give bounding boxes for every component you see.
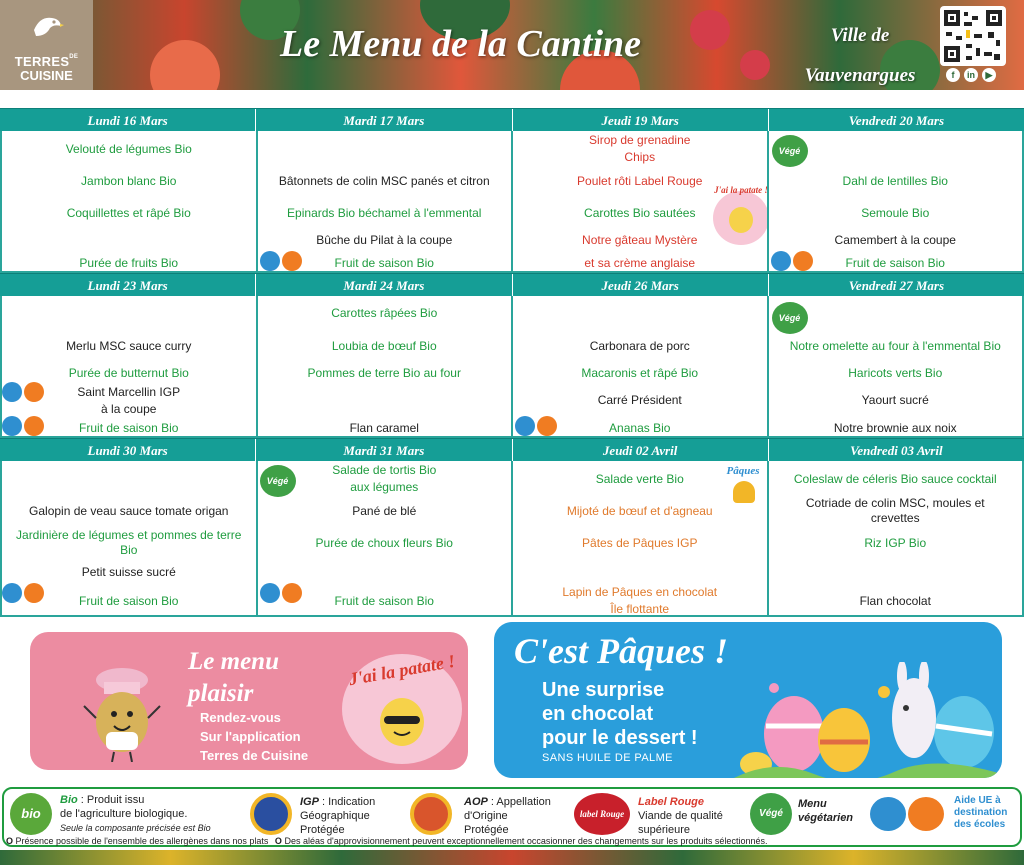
legend-igp-title: IGP — [300, 796, 319, 808]
legend-igp-line1: : Indication — [318, 796, 376, 808]
menu-item: Bûche du Pilat à la coupe — [316, 233, 453, 247]
legend-aop-line2: d'Origine — [464, 810, 508, 822]
aop-logo-icon — [410, 793, 452, 835]
day-header: Jeudi 02 Avril — [512, 439, 768, 461]
menu-item: Purée de choux fleurs Bio — [315, 536, 453, 550]
day-header: Vendredi 03 Avril — [768, 439, 1024, 461]
promo-plaisir-heading-line1: Le menu — [188, 648, 279, 675]
day-menu-cell — [767, 296, 1024, 438]
menu-item: Coquillettes et râpé Bio — [66, 206, 191, 220]
promo-paques-subtitle — [542, 678, 698, 750]
legend-lr-line1: Viande de qualité — [638, 810, 723, 822]
footer-banner — [0, 850, 1024, 865]
menu-item: Notre gâteau Mystère — [582, 233, 698, 247]
town-line1: Ville de — [830, 25, 890, 46]
menu-item: Saint Marcellin IGP — [77, 385, 181, 399]
facebook-icon[interactable]: f — [946, 68, 960, 82]
day-menu-cell — [0, 131, 256, 273]
logo-line1: TERRES — [14, 54, 70, 69]
legend-bio-line1: : Produit issu — [77, 794, 145, 806]
menu-item: Île flottante — [610, 602, 670, 616]
menu-item: Coleslaw de céleris Bio sauce cocktail — [793, 472, 997, 486]
day-header: Lundi 23 Mars — [87, 278, 168, 293]
day-menu-cell — [256, 131, 512, 273]
promo-paques-sub-line3: pour le dessert ! — [542, 727, 698, 749]
day-menu-cell — [0, 461, 256, 617]
menu-item: Fruit de saison Bio — [334, 594, 434, 608]
legend-lr-line2: supérieure — [638, 824, 690, 836]
menu-item: Fruit de saison Bio — [334, 256, 434, 270]
legend-igp-line2: Géographique — [300, 810, 370, 822]
legend-vege-line2: végétarien — [798, 812, 854, 824]
eu-school-aid-icon — [2, 583, 46, 603]
menu-item: Pâtes de Pâques IGP — [582, 536, 698, 550]
patate-badge-icon — [713, 185, 769, 245]
menu-item: Fruit de saison Bio — [845, 256, 945, 270]
day-header: Jeudi 19 Mars — [512, 109, 768, 131]
day-menu-cell — [0, 296, 256, 438]
menu-item: Mijoté de bœuf et d'agneau — [566, 504, 713, 518]
promo-paques-footnote: SANS HUILE DE PALME — [542, 752, 673, 764]
menu-item: Carbonara de porc — [589, 339, 690, 353]
school-fruit-logo-icon — [908, 797, 944, 831]
promo-paques-sub-line2: en chocolat — [542, 703, 654, 725]
menu-item: Carottes Bio sautées — [584, 206, 696, 220]
menu-item: Purée de fruits Bio — [79, 256, 179, 270]
day-header: Lundi 30 Mars — [87, 443, 168, 458]
menu-item: Pommes de terre Bio au four — [307, 366, 461, 380]
week1-day-headers — [0, 108, 1024, 131]
igp-logo-icon — [250, 793, 292, 835]
menu-item: Cotriade de colin MSC, moules et crevettes — [805, 496, 985, 525]
town-name — [790, 16, 930, 90]
menu-item: Bâtonnets de colin MSC panés et citron — [278, 174, 490, 188]
youtube-icon[interactable]: ▶ — [982, 68, 996, 82]
week3-menu-row — [0, 461, 1024, 617]
eu-school-aid-icon — [260, 251, 304, 271]
menu-item: Fruit de saison Bio — [79, 421, 179, 435]
linkedin-icon[interactable]: in — [964, 68, 978, 82]
qr-code[interactable] — [940, 6, 1006, 66]
promo-plaisir-heading-line2: plaisir — [188, 680, 254, 707]
menu-item: Salade de tortis Bio — [332, 463, 437, 477]
logo-line2: CUISINE — [20, 68, 73, 83]
legend-igp — [300, 795, 375, 837]
day-menu-cell — [767, 131, 1024, 273]
menu-item: Petit suisse sucré — [81, 565, 176, 579]
day-menu-cell — [511, 461, 767, 617]
menu-item: Haricots verts Bio — [848, 366, 943, 380]
legend-vege-line1: Menu — [798, 798, 827, 810]
legend-igp-line3: Protégée — [300, 824, 345, 836]
supply-note-text: Des aléas d'approvisionnement peuvent exceptionnellement occasionner des changements sur les produits sélectionnés. — [284, 836, 768, 846]
menu-item: Velouté de légumes Bio — [65, 142, 192, 156]
menu-item: Poulet rôti Label Rouge — [577, 174, 703, 188]
day-header: Mardi 31 Mars — [255, 439, 511, 461]
day-header: Jeudi 26 Mars — [512, 274, 768, 296]
day-menu-cell — [256, 461, 512, 617]
menu-item: Jambon blanc Bio — [81, 174, 177, 188]
eu-school-aid-icon — [2, 382, 46, 402]
eu-school-aid-icon — [515, 416, 559, 436]
menu-item: Dahl de lentilles Bio — [842, 174, 948, 188]
menu-item: Chips — [624, 150, 656, 164]
label-rouge-logo-icon: label Rouge — [574, 793, 630, 835]
legend-lr-title: Label Rouge — [638, 796, 705, 808]
menu-item: Macaronis et râpé Bio — [581, 366, 699, 380]
promo-plaisir-heading — [188, 646, 279, 710]
week2-day-headers — [0, 273, 1024, 296]
jai-la-patate-badge — [342, 650, 462, 764]
menu-item: Jardinière de légumes et pommes de terre Bio — [16, 528, 242, 557]
menu-item: aux légumes — [350, 480, 419, 494]
day-header: Lundi 16 Mars — [87, 113, 168, 128]
menu-item: Notre omelette au four à l'emmental Bio — [789, 339, 1001, 353]
menu-item: Salade verte Bio — [595, 472, 684, 486]
logo-de: DE — [69, 54, 79, 60]
promo-plaisir-sub-line2: Sur l'application — [200, 729, 301, 744]
legend-aop-title: AOP — [464, 796, 488, 808]
menu-item: Carré Président — [597, 393, 682, 407]
legend-label-rouge — [638, 795, 723, 837]
paques-badge-label: Pâques — [726, 465, 760, 477]
menu-item: Camembert à la coupe — [834, 233, 956, 247]
jai-la-patate-text: J'ai la patate ! — [347, 650, 457, 690]
menu-item: Merlu MSC sauce curry — [66, 339, 192, 353]
potato-chef-icon — [82, 666, 162, 762]
day-menu-cell — [256, 296, 512, 438]
menu-item: Carottes râpées Bio — [331, 306, 438, 320]
day-header: Mardi 24 Mars — [255, 274, 511, 296]
legend-aop-line1: : Appellation — [487, 796, 551, 808]
bird-icon — [30, 10, 64, 44]
menu-item: Riz IGP Bio — [864, 536, 927, 550]
promo-plaisir-sub-line3: Terres de Cuisine — [200, 748, 309, 763]
menu-item: Lapin de Pâques en chocolat — [562, 585, 718, 599]
promo-menu-plaisir[interactable] — [30, 632, 468, 770]
menu-item: Semoule Bio — [861, 206, 930, 220]
menu-item: Sirop de grenadine — [589, 133, 691, 147]
menu-item: Fruit de saison Bio — [79, 594, 179, 608]
vegetarian-logo-icon: Végé — [750, 793, 792, 835]
vegetarian-icon: Végé — [772, 135, 808, 167]
menu-item: Flan chocolat — [859, 594, 931, 608]
promo-paques-heading: C'est Pâques ! — [514, 631, 729, 671]
vegetarian-icon: Végé — [260, 465, 296, 497]
eu-school-aid-icon — [260, 583, 304, 603]
easter-eggs-icon — [734, 662, 1002, 778]
legend-bio — [60, 793, 211, 835]
promo-plaisir-sub-line1: Rendez-vous — [200, 710, 281, 725]
eu-aid-logo-icon — [870, 797, 906, 831]
patate-badge-label: J'ai la patate ! — [714, 185, 768, 195]
week3-day-headers — [0, 438, 1024, 461]
vegetarian-icon: Végé — [772, 302, 808, 334]
promo-paques[interactable] — [494, 622, 1002, 778]
menu-item: et sa crème anglaise — [584, 256, 696, 270]
header-banner — [0, 0, 1024, 90]
menu-item: Pané de blé — [352, 504, 417, 518]
day-menu-cell — [511, 131, 767, 273]
social-links — [946, 68, 996, 82]
allergen-note: O Présence possible de l'ensemble des allergènes dans nos plats O Des aléas d'approvisionnement peuvent exceptionnellement occasionner des changements sur les produits sélectionnés. — [6, 836, 768, 846]
eu-school-aid-icon — [2, 416, 46, 436]
legend-vegetarian — [798, 797, 853, 825]
day-menu-cell — [511, 296, 767, 438]
legend-bio-line2: de l'agriculture biologique. — [60, 808, 188, 820]
smiling-potato-icon — [372, 692, 432, 752]
menu-item: Galopin de veau sauce tomate origan — [29, 504, 229, 518]
legend-bio-line3: Seule la composante précisée est Bio — [60, 823, 211, 833]
day-header: Vendredi 27 Mars — [768, 274, 1024, 296]
day-menu-cell — [767, 461, 1024, 617]
menu-item: à la coupe — [101, 402, 157, 416]
legend-ue-line3: des écoles — [954, 819, 1006, 830]
week2-menu-row — [0, 296, 1024, 438]
legend-eu-aid — [954, 795, 1007, 831]
legend-aop — [464, 795, 551, 837]
page-title: Le Menu de la Cantine — [280, 23, 642, 65]
legend-ue-line2: destination — [954, 807, 1008, 818]
allergen-note-text: Présence possible de l'ensemble des allergènes dans nos plats — [15, 836, 269, 846]
promo-paques-sub-line1: Une surprise — [542, 679, 665, 701]
menu-item: Ananas Bio — [609, 421, 671, 435]
legend-bio-title: Bio — [60, 794, 78, 806]
promo-plaisir-subtitle — [200, 708, 308, 765]
week1-menu-row — [0, 131, 1024, 273]
bio-logo-icon: bio — [10, 793, 52, 835]
day-header: Vendredi 20 Mars — [768, 109, 1024, 131]
day-header: Mardi 17 Mars — [255, 109, 511, 131]
terres-de-cuisine-logo — [0, 0, 93, 90]
legend-ue-line1: Aide UE à — [954, 795, 1001, 806]
menu-item: Loubia de bœuf Bio — [331, 339, 437, 353]
menu-item: Purée de butternut Bio — [68, 366, 189, 380]
menu-item: Notre brownie aux noix — [833, 421, 957, 435]
menu-item: Epinards Bio béchamel à l'emmental — [287, 206, 482, 220]
town-line2: Vauvenargues — [804, 65, 916, 86]
eu-school-aid-icon — [771, 251, 815, 271]
qr-code-icon — [944, 10, 1002, 62]
menu-item: Flan caramel — [349, 421, 419, 435]
legend-aop-line3: Protégée — [464, 824, 509, 836]
menu-item: Yaourt sucré — [861, 393, 929, 407]
